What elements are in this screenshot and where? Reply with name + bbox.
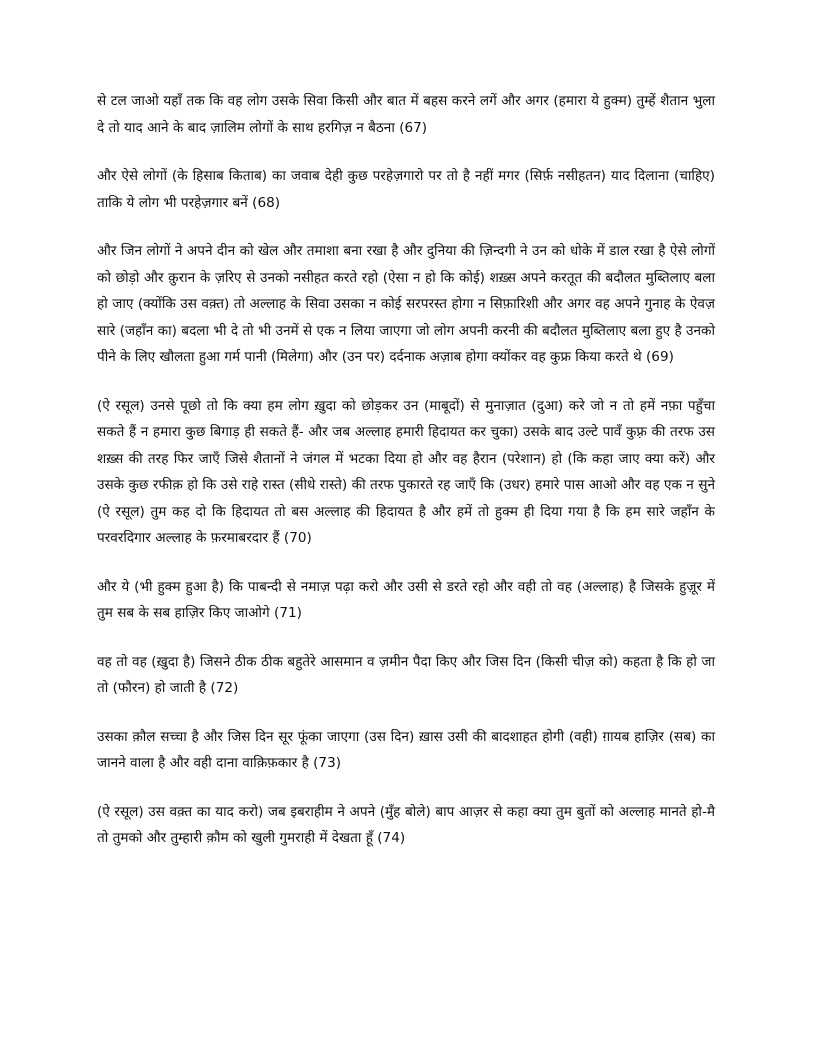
verse-69-paragraph: और जिन लोगों ने अपने दीन को खेल और तमाशा बना रखा है और दुनिया की ज़िन्दगी ने उन को धोके में डाल रखा है ऐसे लोगों को छोड़ो और क़ुरान के ज़रिए से उनको नसीहत करते रहो (ऐसा न हो कि कोई) शख़्स अपने करतूत की बदौलत मुब्तिलाए बला हो जाए (क्योंकि उस वक़्त) तो अल्लाह के सिवा उसका न कोई सरपरस्त होगा न सिफ़ारिशी और अगर वह अपने गुनाह के ऐवज़ सारे (जहाँन का) बदला भी दे तो भी उनमें से एक न लिया जाएगा जो लोग अपनी करनी की बदौलत मुब्तिलाए बला हुए है उनको पीने के लिए खौलता हुआ गर्म पानी (मिलेगा) और (उन पर) दर्दनाक अज़ाब होगा क्योंकर वह कुफ्र किया करते थे (69) bbox=[97, 243, 715, 365]
verse-73-paragraph: उसका क़ौल सच्चा है और जिस दिन सूर फूंका जाएगा (उस दिन) ख़ास उसी की बादशाहत होगी (वही) ग़ायब हाज़िर (सब) का जानने वाला है और वही दाना वाक़िफ़कार है (73) bbox=[97, 728, 715, 771]
verse-67-paragraph: से टल जाओ यहाँ तक कि वह लोग उसके सिवा किसी और बात में बहस करने लगें और अगर (हमारा ये हुक्म) तुम्हें शैतान भुला दे तो याद आने के बाद ज़ालिम लोगों के साथ हरगिज़ न बैठना (67) bbox=[97, 93, 715, 136]
verse-68-paragraph: और ऐसे लोगों (के हिसाब किताब) का जवाब देही कुछ परहेज़गारो पर तो है नहीं मगर (सिर्फ़ नसीहतन) याद दिलाना (चाहिए) ताकि ये लोग भी परहेज़गार बनें (68) bbox=[97, 168, 715, 211]
verse-72-paragraph: वह तो वह (ख़ुदा है) जिसने ठीक ठीक बहुतेरे आसमान व ज़मीन पैदा किए और जिस दिन (किसी चीज़ को) कहता है कि हो जा तो (फौरन) हो जाती है (72) bbox=[97, 653, 715, 696]
verse-74-paragraph: (ऐ रसूल) उस वक़्त का याद करो) जब इबराहीम ने अपने (मुँह बोले) बाप आज़र से कहा क्या तुम बुतों को अल्लाह मानते हो-मै तो तुमको और तुम्हारी क़ौम को खुली गुमराही में देखता हूँ (74) bbox=[97, 803, 715, 846]
verse-70-paragraph: (ऐ रसूल) उनसे पूछो तो कि क्या हम लोग ख़ुदा को छोड़कर उन (माबूदों) से मुनाज़ात (दुआ) करे जो न तो हमें नफ़ा पहुँचा सकते हैं न हमारा कुछ बिगाड़ ही सकते हैं- और जब अल्लाह हमारी हिदायत कर चुका) उसके बाद उल्टे पावँ कुफ़्र की तरफ उस शख़्स की तरह फिर जाएँ जिसे शैतानों ने जंगल में भटका दिया हो और वह हैरान (परेशान) हो (कि कहा जाए क्या करें) और उसके कुछ रफीक़ हो कि उसे राहे रास्त (सीधे रास्ते) की तरफ पुकारते रह जाएँ कि (उधर) हमारे पास आओ और वह एक न सुने (ऐ रसूल) तुम कह दो कि हिदायत तो बस अल्लाह की हिदायत है और हमें तो हुक्म ही दिया गया है कि हम सारे जहाँन के परवरदिगार अल्लाह के फ़रमाबरदार हैं (70) bbox=[97, 397, 715, 546]
verse-71-paragraph: और ये (भी हुक्म हुआ है) कि पाबन्दी से नमाज़ पढ़ा करो और उसी से डरते रहो और वही तो वह (अल्लाह) है जिसके हुज़ूर में तुम सब के सब हाज़िर किए जाओगे (71) bbox=[97, 578, 715, 621]
document-page bbox=[97, 88, 715, 874]
